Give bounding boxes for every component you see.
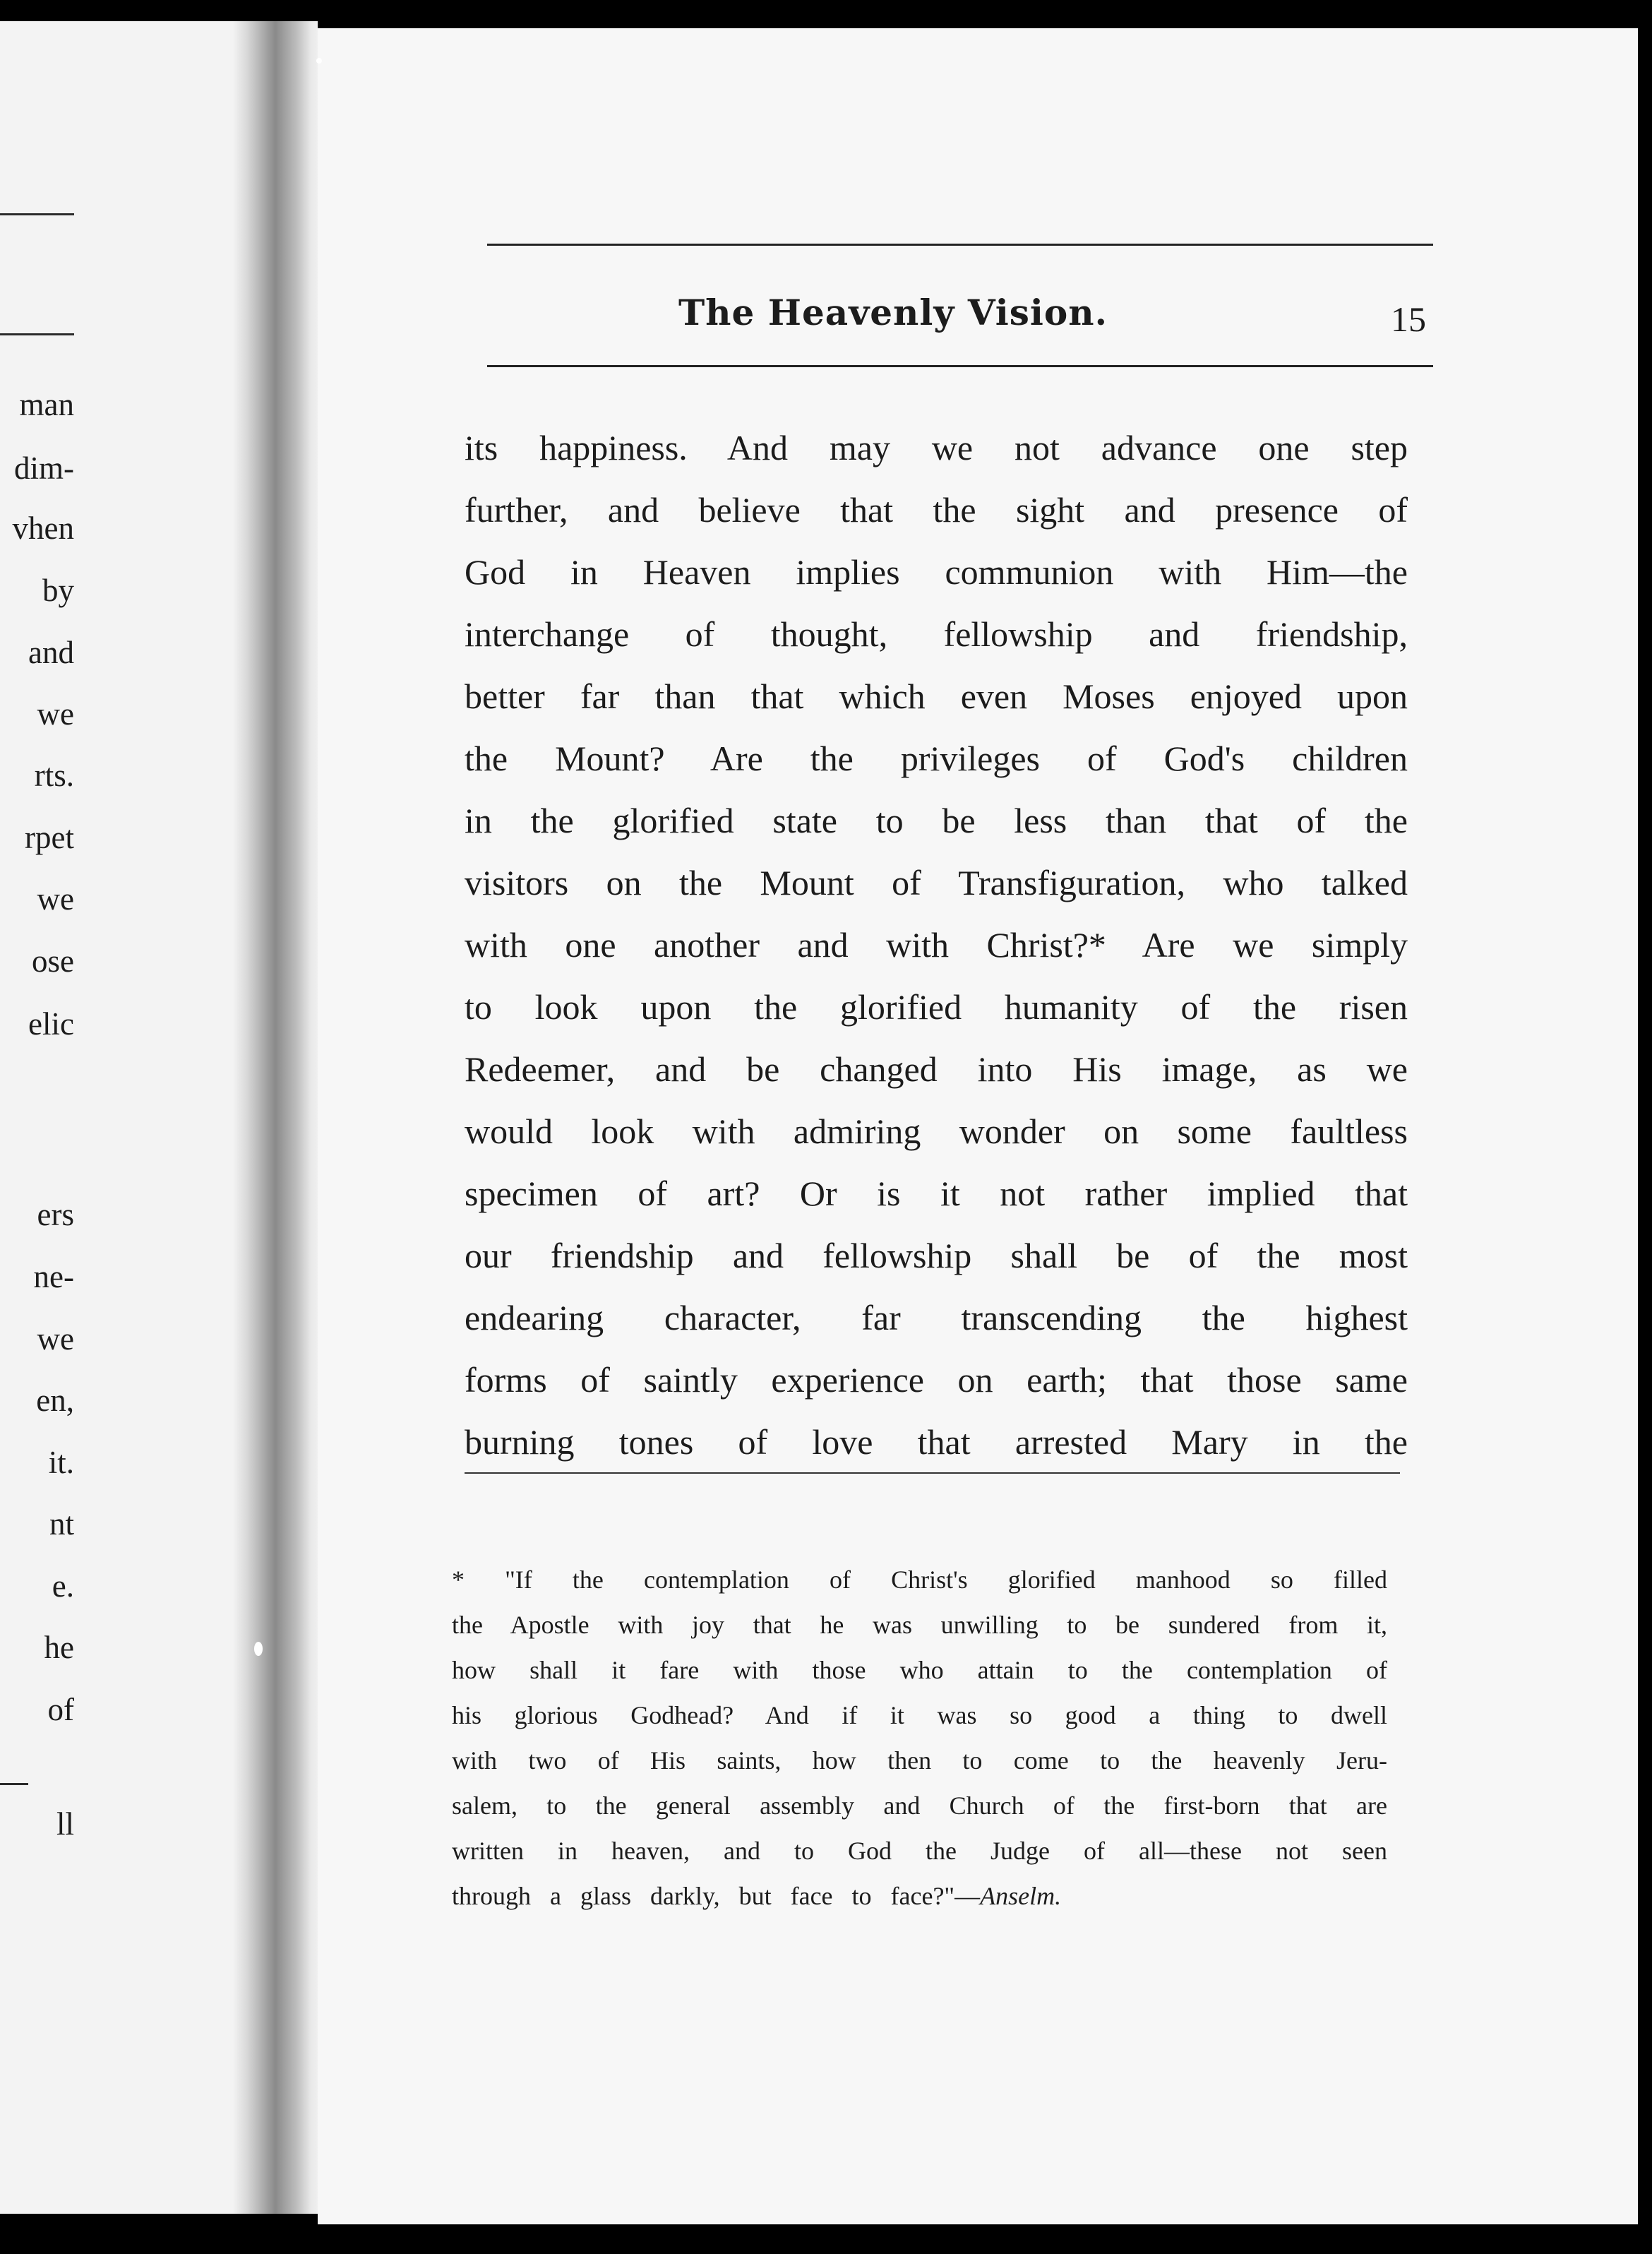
footnote (452, 1557, 1387, 1919)
body-line-text: endearing character, far transcending the highest (465, 1298, 1408, 1337)
body-line (465, 1038, 1408, 1100)
footnote-line-text (452, 1557, 1387, 1602)
footnote-line (452, 1602, 1387, 1647)
body-line (465, 603, 1408, 665)
footnote-line (452, 1693, 1387, 1738)
body-line-text: the Mount? Are the privileges of God's children (465, 739, 1408, 778)
footnote-text: how shall it fare with those who attain to the contemplation of (452, 1656, 1387, 1684)
body-line-text: would look with admiring wonder on some faultless (465, 1111, 1408, 1151)
footnote-line (452, 1738, 1387, 1783)
footnote-rule (465, 1472, 1400, 1474)
left-page-line-fragment: ne- (33, 1259, 74, 1294)
left-page-line-fragment: we (37, 696, 74, 732)
body-line-text: with one another and with Christ?* Are we simply (465, 925, 1408, 965)
left-page-line-fragment: e. (52, 1568, 74, 1604)
left-page-line-fragment: it. (48, 1445, 74, 1480)
footnote-text: through a glass darkly, but face to face?"— (452, 1882, 981, 1910)
footnote-text: with two of His saints, how then to come to the heavenly Jeru- (452, 1746, 1387, 1775)
footnote-line (452, 1783, 1387, 1828)
body-line (465, 1411, 1408, 1473)
body-line-text: its happiness. And may we not advance one step (465, 428, 1408, 467)
body-line (465, 852, 1408, 914)
body-line (465, 541, 1408, 603)
body-line (465, 1162, 1408, 1224)
footnote-line-text (452, 1873, 1387, 1919)
body-line (465, 1287, 1408, 1349)
scan-speck (254, 1642, 263, 1656)
left-page-line-fragment: ose (32, 943, 74, 979)
footnote-line (452, 1557, 1387, 1602)
left-page-line-fragment: rts. (34, 758, 74, 793)
footnote-text: the Apostle with joy that he was unwilling to be sundered from it, (452, 1611, 1387, 1639)
body-line (465, 1100, 1408, 1162)
left-page-line-fragment: ers (37, 1197, 74, 1232)
footnote-text: salem, to the general assembly and Church of the first-born that are (452, 1791, 1387, 1820)
left-page-line-fragment: nt (49, 1506, 74, 1542)
body-line (465, 1224, 1408, 1287)
footnote-attribution: Anselm. (980, 1882, 1062, 1910)
body-line-text: God in Heaven implies communion with Him—the (465, 552, 1408, 592)
footnote-text: written in heaven, and to God the Judge of all—these not seen (452, 1837, 1387, 1865)
body-line-text: better far than that which even Moses enjoyed upon (465, 676, 1408, 716)
body-line-text: Redeemer, and be changed into His image, as we (465, 1049, 1408, 1089)
footnote-line-text (452, 1828, 1387, 1873)
book-gutter (233, 21, 318, 2214)
footnote-line (452, 1647, 1387, 1693)
body-line-text: visitors on the Mount of Transfiguration, who talked (465, 863, 1408, 902)
body-line (465, 976, 1408, 1038)
page-number: 15 (1391, 299, 1426, 339)
body-line-text: specimen of art? Or is it not rather implied that (465, 1174, 1408, 1213)
body-line (465, 789, 1408, 852)
footnote-line-text (452, 1693, 1387, 1738)
footnote-line-text (452, 1738, 1387, 1783)
footnote-line (452, 1873, 1387, 1919)
page (318, 28, 1638, 2224)
body-line (465, 417, 1408, 479)
footnote-text: his glorious Godhead? And if it was so good a thing to dwell (452, 1701, 1387, 1729)
left-page-line-fragment: and (28, 635, 74, 670)
left-page-line-fragment: we (37, 1321, 74, 1356)
head-rule-bottom (487, 365, 1433, 367)
footnote-line-text (452, 1783, 1387, 1828)
body-line (465, 665, 1408, 727)
body-line-text: our friendship and fellowship shall be of the most (465, 1236, 1408, 1275)
left-page-line-fragment: en, (36, 1383, 74, 1418)
footnote-line-text (452, 1647, 1387, 1693)
body-line-text: further, and believe that the sight and presence of (465, 490, 1408, 530)
left-page-line-fragment: vhen (12, 511, 74, 546)
body-line-text: interchange of thought, fellowship and friendship, (465, 614, 1408, 654)
left-page-line-fragment: he (44, 1630, 74, 1665)
body-line-text: forms of saintly experience on earth; that those same (465, 1360, 1408, 1400)
left-page-line-fragment: by (42, 573, 74, 608)
body-line-text: to look upon the glorified humanity of the risen (465, 987, 1408, 1027)
left-page-line-fragment: we (37, 881, 74, 917)
body-line-text: burning tones of love that arrested Mary in the (465, 1422, 1408, 1462)
body-line (465, 1349, 1408, 1411)
body-line-text: in the glorified state to be less than that of the (465, 801, 1408, 840)
left-page-line-fragment: rpet (25, 820, 74, 855)
body-text (465, 417, 1408, 1473)
footnote-line-text (452, 1602, 1387, 1647)
footnote-line (452, 1828, 1387, 1873)
left-page-line-fragment: of (47, 1692, 74, 1727)
head-rule-top (487, 244, 1433, 246)
running-title: The Heavenly Vision. (678, 292, 1108, 333)
body-line (465, 914, 1408, 976)
left-page-line-fragment: ll (56, 1806, 74, 1842)
scan-speck (316, 58, 322, 64)
left-page-line-fragment: dim- (14, 451, 74, 486)
left-page-foot-rule (0, 1783, 28, 1785)
body-line (465, 727, 1408, 789)
left-page-line-fragment: man (19, 387, 74, 422)
left-page-line-fragment: elic (28, 1006, 74, 1042)
footnote-text: * "If the contemplation of Christ's glorified manhood so filled (452, 1566, 1387, 1594)
body-line (465, 479, 1408, 541)
